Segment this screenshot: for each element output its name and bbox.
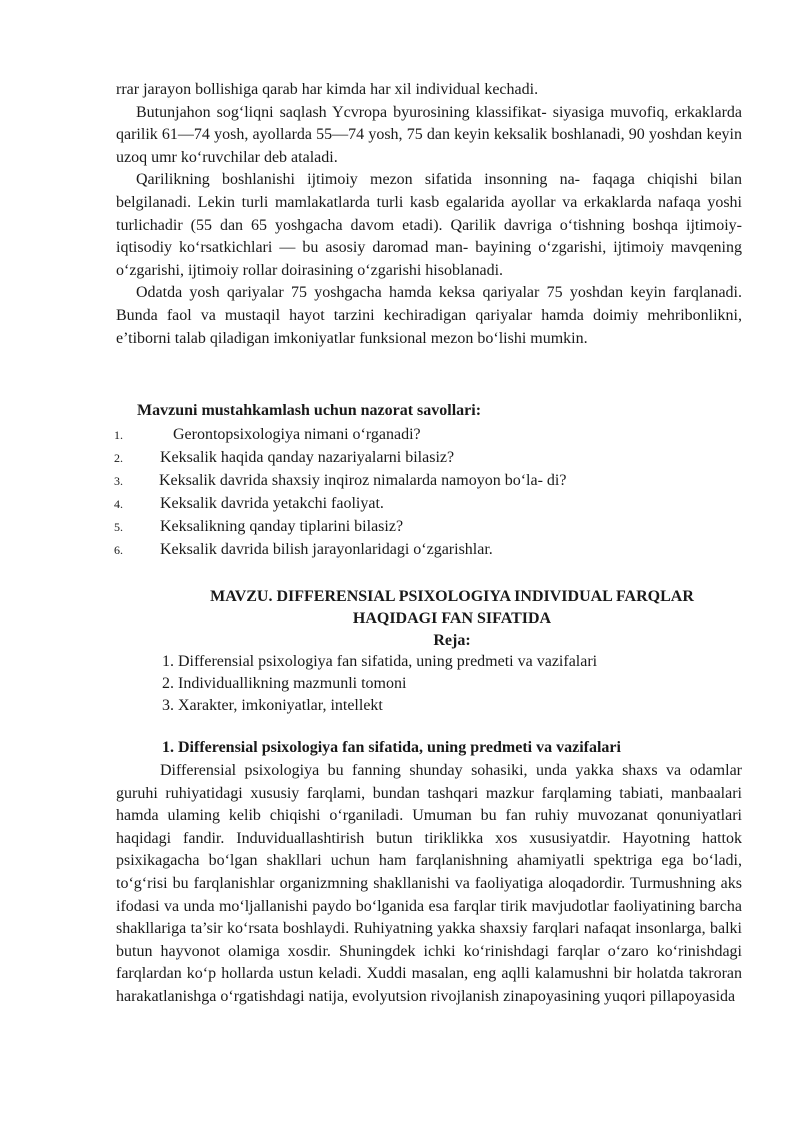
question-text: Gerontopsixologiya nimani o‘rganadi? [173,426,421,443]
question-number: 4. [114,497,123,511]
question-item [114,446,754,469]
question-number: 6. [114,543,123,557]
question-item [114,469,754,492]
plan-label: Reja: [433,632,471,649]
plan-item: 2. Individuallikning mazmunli tomoni [162,675,407,692]
section-body-paragraph: Differensial psixologiya bu fanning shunday sohasiki, unda yakka shaxs va odamlar guruhi ruhiyatidagi xususiy farqlami, bundan tashqari mazkur farqlaming tabiati, manbaalari hamda ulaming kelib chiqishi o‘rganiladi. Umuman bu fan ruhiy muvozanat qonuniyatlari haqidagi fandir. Induviduallashtirish butun tiriklikka xos xususiyatdir. Hayotning hattok psixikagacha bo‘lgan shakllari uchun ham farqlanishning ahamiyatli spektriga ega bo‘ladi, to‘g‘risi bu farqlanishlar organizmning shakllanishi va faoliyatiga aloqadordir. Turmushning aks ifodasi va unda mo‘ljallanishi paydo bo‘lganida esa farqlar tirik mavjudotlar faoliyatining barcha shakllariga ta’sir ko‘rsata boshlaydi. Ruhiyatning yakka shaxsiy farqlari nafaqat insonlarga, balki butun hayvonot olamiga xosdir. Shuningdek ichki ko‘rinishdagi farqlar o‘zaro ko‘rinishdagi farqlardan ko‘p hollarda ustun keladi. Xuddi masalan, eng aqlli kalamushni bir holatda takroran harakatlanishga o‘rgatishdagi natija, evolyutsion rivojlanish zinapoyasining yuqori pillapoyasida [116,762,742,1005]
question-number: 2. [114,451,123,465]
intro-paragraph-3: Odatda yosh qariyalar 75 yoshgacha hamda keksa qariyalar 75 yoshdan keyin farqlanadi. Bunda faol va mustaqil hayot tarzini kechiradigan qariyalar hamda doimiy mehribonlikni, e’tiborni talab qiladigan imkoniyatlar funksional mezon bo‘lishi mumkin. [116,284,742,347]
question-text: Keksalikning qanday tiplarini bilasiz? [160,518,404,535]
question-item [114,538,754,561]
question-number: 3. [114,474,123,488]
question-number: 5. [114,520,123,534]
review-questions-heading: Mavzuni mustahkamlash uchun nazorat savollari: [137,402,482,419]
intro-paragraph-1: Butunjahon sog‘liqni saqlash Ycvropa byurosining klassifikat- siyasiga muvofiq, erkaklarda qarilik 61—74 yosh, ayollarda 55—74 yosh, 75 dan keyin keksalik boshlanadi, 90 yoshdan keyin uzoq umr ko‘ruvchilar deb ataladi. [116,103,742,166]
plan-item: 3. Xarakter, imkoniyatlar, intellekt [162,697,383,714]
section-heading: 1. Differensial psixologiya fan sifatida, uning predmeti va vazifalari [162,739,621,756]
intro-continuation: rrar jarayon bollishiga qarab har kimda har xil individual kechadi. [116,81,539,98]
topic-title-line-2: HAQIDAGI FAN SIFATIDA [352,610,552,627]
plan-item: 1. Differensial psixologiya fan sifatida, uning predmeti va vazifalari [162,653,598,670]
plan-list [162,651,597,717]
question-item [114,492,754,515]
section-body [116,760,742,1009]
question-text: Keksalik haqida qanday nazariyalarni bilasiz? [160,449,455,466]
question-text: Keksalik davrida yetakchi faoliyat. [160,495,384,512]
topic-title [116,586,788,630]
question-number: 1. [114,428,123,442]
question-item [114,515,754,538]
intro-paragraph-2: Qarilikning boshlanishi ijtimoiy mezon sifatida insonning na- faqaga chiqishi bilan belgilanadi. Lekin turli mamlakatlarda turli kasb egalarida ayollar va erkaklarda nafaqa yoshi turlichadir (55 dan 65 yoshgacha davom etadi). Qarilik davriga o‘tishning boshqa ijtimoiy-iqtisodiy ko‘rsatkichlari — bu asosiy daromad man- bayining o‘zgarishi, ijtimoiy mavqening o‘zgarishi, ijtimoiy rollar doirasining o‘zgarishi hisoblanadi. [116,171,742,279]
question-text: Keksalik davrida shaxsiy inqiroz nimalarda namoyon bo‘la- di? [159,472,567,489]
topic-title-line-1: MAVZU. DIFFERENSIAL PSIXOLOGIYA INDIVIDUAL FARQLAR [210,588,694,605]
review-questions-list [114,423,754,561]
question-text: Keksalik davrida bilish jarayonlaridagi o‘zgarishlar. [160,541,493,558]
intro-text [116,79,742,350]
question-item [114,423,754,446]
